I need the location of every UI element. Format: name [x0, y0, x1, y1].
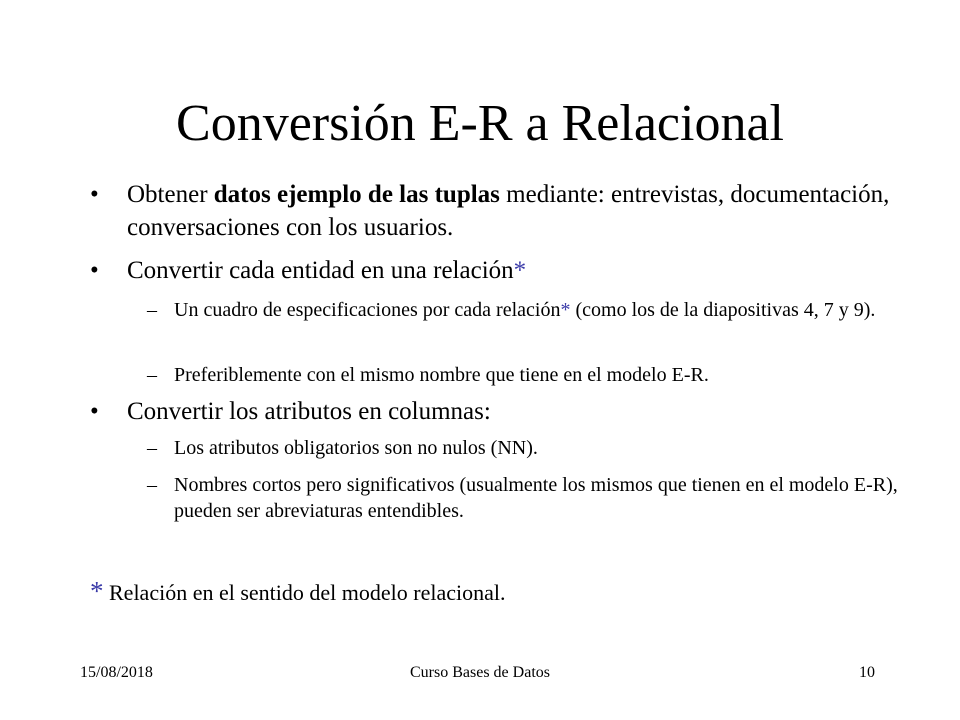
bullet-text: [127, 178, 910, 244]
sub-bullet-text: Los atributos obligatorios son no nulos (NN).: [174, 437, 538, 459]
sub-bullet-spec-table: [147, 297, 907, 323]
bullet-obtain-data: [90, 178, 910, 244]
footnote: [90, 576, 505, 608]
text-segment: Convertir cada entidad en una relación: [127, 257, 514, 284]
bold-text: datos ejemplo de las tuplas: [213, 181, 500, 208]
bullet-text: [127, 254, 910, 287]
sub-bullet-not-null: [147, 435, 907, 461]
footnote-text: Relación en el sentido del modelo relacional.: [103, 580, 506, 605]
sub-bullet-same-name: [147, 362, 907, 388]
bullet-dot: •: [90, 257, 99, 284]
footer-course: Curso Bases de Datos: [410, 664, 550, 681]
sub-bullet-short-names: [147, 472, 907, 524]
bullet-convert-attributes: [90, 395, 910, 428]
dash-marker: –: [147, 364, 157, 386]
text-segment: Obtener: [127, 181, 214, 208]
text-segment: (como los de la diapositivas 4, 7 y 9).: [570, 299, 876, 321]
dash-marker: –: [147, 299, 157, 321]
asterisk-mark: *: [513, 257, 527, 284]
asterisk-mark: *: [560, 299, 571, 321]
dash-marker: –: [147, 474, 157, 496]
sub-bullet-text: Nombres cortos pero significativos (usualmente los mismos que tienen en el modelo E-R), pueden ser abreviaturas entendibles.: [174, 474, 898, 522]
text-segment: mediante: entrevistas, documentación, conversaciones con los usuarios.: [127, 181, 890, 241]
footer-date: 15/08/2018: [80, 664, 153, 681]
sub-bullet-text: [174, 297, 907, 323]
slide-number: 10: [859, 664, 875, 681]
bullet-dot: •: [90, 398, 99, 425]
dash-marker: –: [147, 437, 157, 459]
asterisk-mark: *: [90, 576, 104, 606]
bullet-dot: •: [90, 181, 99, 208]
text-segment: Un cuadro de especificaciones por cada relación: [174, 299, 561, 321]
bullet-text: Convertir los atributos en columnas:: [127, 398, 491, 425]
sub-bullet-text: Preferiblemente con el mismo nombre que tiene en el modelo E-R.: [174, 364, 709, 386]
bullet-convert-entity: [90, 254, 910, 287]
slide-title: Conversión E-R a Relacional: [176, 95, 784, 152]
